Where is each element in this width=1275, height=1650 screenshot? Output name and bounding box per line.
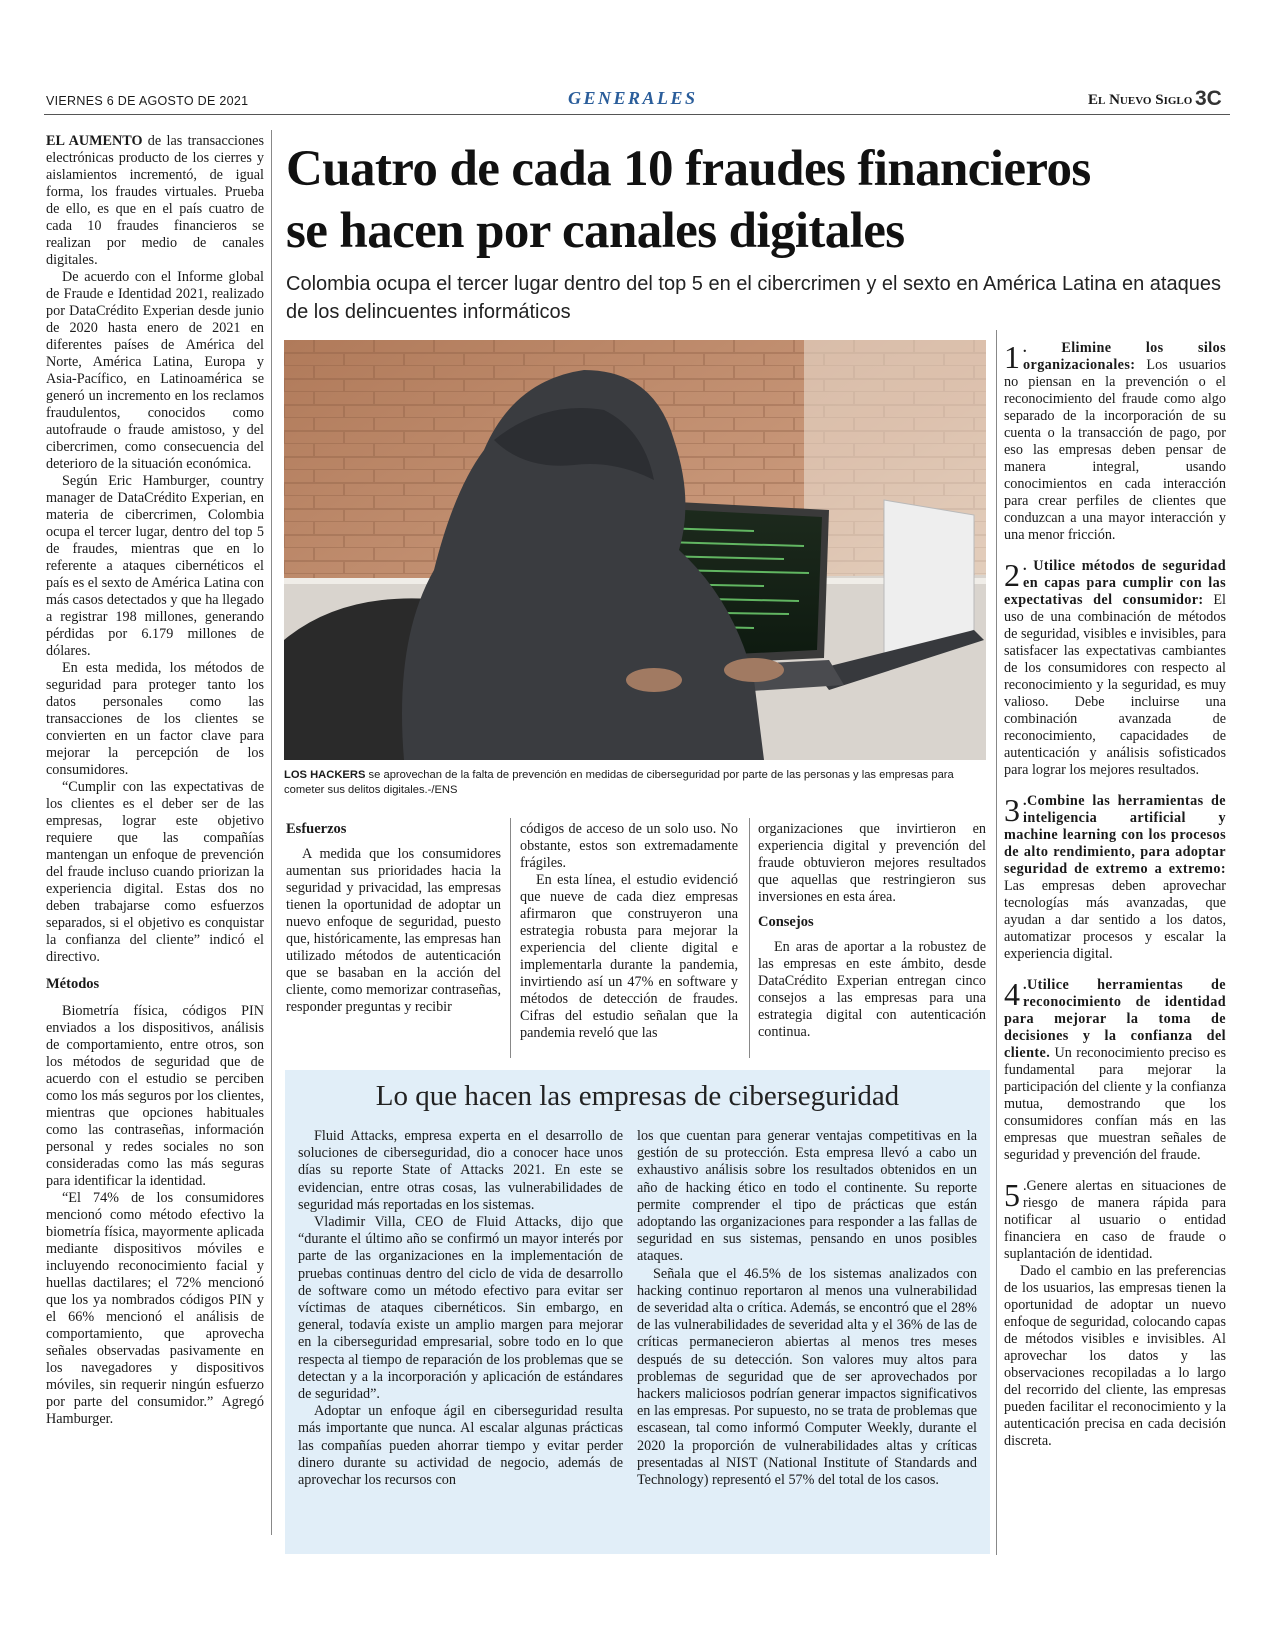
tip-number: 5 (1004, 1177, 1020, 1213)
paragraph: los que cuentan para generar ventajas competitivas en la gestión de su protección. Esta empresa llevó a cabo un exhaustivo análisis sobre los resultados obtenidos en un año de hacking ético en todo el continente. Su reporte permite comprender el tipo de prácticas que están adoptando las organizaciones para responder a las fallas de seguridad en sus sistemas, pensando en unos posibles ataques. (637, 1128, 977, 1265)
tip-3: 3 .Combine las herramientas de inteligencia artificial y machine learning con los procesos de alto rendimiento, para adoptar seguridad de extremo a extremo: Las empresas deben aprovechar tecnologías más avanzadas, que ayudan a dar sentido a los datos, automatizar procesos y escalar la experiencia digital. (1004, 792, 1226, 962)
column-divider (271, 130, 272, 1535)
paragraph: Señala que el 46.5% de los sistemas analizados con hacking continuo reportaron al menos una vulnerabilidad de severidad alta o crítica. Además, se encontró que el 28% de las vulnerabilidades de severidad alta y el 36% de las de críticas permanecieron abiertas al menos tres meses después de su detección. Son valores muy altos para problemas de seguridad que de ser aprovechados por hackers maliciosos podrían generar impactos significativos en las empresas. Por supuesto, no se trata de problemas que escasean, tal como informó Computer Weekly, durante el 2020 la proporción de vulnerabilidades altas y críticas presentadas al NIST (National Institute of Standards and Technology) representó el 57% del total de los casos. (637, 1265, 977, 1489)
tip-1: 1 . Elimine los silos organizacionales: Los usuarios no piensan en la prevención o el reconocimiento del fraude como algo separado de la incorporación de su cuenta o la transacción de pago, por eso las empresas deben pensar de manera integral, usando conocimientos en cada interacción para crear perfiles de clientes que conduzcan a una mayor interacción y una menor fricción. (1004, 339, 1226, 543)
column-divider (749, 818, 750, 1058)
paragraph: códigos de acceso de un solo uso. No obstante, estos son extremadamente frágiles. (520, 821, 738, 871)
tip-2: 2 . Utilice métodos de seguridad en capas para cumplir con las expectativas del consumidor: El uso de una combinación de métodos de seguridad, visibles e invisibles, para satisfacer las expectativas cambiantes de los consumidores con respecto al reconocimiento y la seguridad, es muy valioso. Debe incluirse una combinación avanzada de reconocimiento, capacidades de autenticación y análisis sofisticados para lograr los mejores resultados. (1004, 557, 1226, 778)
column-4 (758, 821, 986, 1041)
tip-4: 4 .Utilice herramientas de reconocimiento de identidad para mejorar la toma de decisiones y la confianza del cliente. Un reconocimiento preciso es fundamental para mejorar la participación del cliente y la confianza mutua, demostrando que los consumidores confían más en las empresas que muestran señales de seguridad y prevención del fraude. (1004, 976, 1226, 1163)
paragraph: A medida que los consumidores aumentan sus prioridades hacia la seguridad y privacidad, las empresas tienen la oportunidad de adoptar un nuevo enfoque de seguridad, puesto que, históricamente, las empresas han utilizado métodos de autenticación que se basaban en la acción del cliente, como memorizar contraseñas, responder preguntas y recibir (286, 846, 501, 1015)
photo-illustration (284, 340, 986, 760)
tip-number: 4 (1004, 976, 1020, 1012)
paragraph: De acuerdo con el Informe global de Fraude e Identidad 2021, realizado por DataCrédito Experian desde junio de 2020 hasta enero de 2021 en diferentes países de América del Norte, América Latina, Europa y Asia-Pacífico, en Latinoamérica se generó un incremento en los reclamos fraudulentos, conocidos como autofraude o fraude amistoso, y del cibercrimen, como consecuencia del deterioro de la situación económica. (46, 269, 264, 472)
column-divider (996, 330, 997, 1555)
box-column-right (637, 1128, 977, 1489)
hacker-photo (284, 340, 986, 760)
header-rule (44, 114, 1230, 115)
paragraph: Fluid Attacks, empresa experta en el desarrollo de soluciones de ciberseguridad, dio a conocer hace unos días su reporte State of Attacks 2021. En este se evidencian, entre otras cosas, las vulnerabilidades de seguridad más reportadas en los sistemas. (298, 1128, 623, 1213)
column-3 (520, 821, 738, 1042)
page-number: 3C (1195, 87, 1222, 110)
column-2 (286, 821, 501, 1016)
tip-5: 5 .Genere alertas en situaciones de riesgo de manera rápida para notificar al usuario o entidad financiera en caso de fraude o suplantación de identidad. (1004, 1177, 1226, 1262)
issue-date: VIERNES 6 DE AGOSTO DE 2021 (46, 94, 249, 108)
paragraph: Biometría física, códigos PIN enviados a los dispositivos, análisis de comportamiento, entre otros, son los métodos de seguridad que de acuerdo con el estudio se perciben como los más seguros por los clientes, mientras que opciones habituales como las contraseñas, información personal y redes sociales no son consideradas como las más seguras para identificar la identidad. (46, 1003, 264, 1189)
headline-line-2: se hacen por canales digitales (286, 203, 905, 259)
column-divider (510, 818, 511, 1058)
subheadline: Colombia ocupa el tercer lugar dentro del top 5 en el cibercrimen y el sexto en América Latina en ataques de los delincuentes informáticos (286, 273, 1221, 323)
paragraph: organizaciones que invirtieron en experiencia digital y prevención del fraude obtuvieron mejores resultados que aquellas que restringieron sus inversiones en esta área. (758, 821, 986, 905)
tip-number: 1 (1004, 339, 1020, 375)
consejos-heading: Consejos (758, 914, 814, 930)
esfuerzos-heading: Esfuerzos (286, 821, 347, 837)
photo-caption: LOS HACKERS se aprovechan de la falta de prevención en medidas de ciberseguridad por parte de las personas y las empresas para cometer sus delitos digitales.-/ENS (284, 769, 954, 796)
caption-keyword: LOS HACKERS (284, 769, 366, 781)
paragraph: En aras de aportar a la robustez de las empresas en este ámbito, desde DataCrédito Experian entregan cinco consejos a las empresas para una estrategia digital con autenticación continua. (758, 939, 986, 1040)
box-column-left (298, 1128, 623, 1489)
lead-paragraph: EL AUMENTO de las transacciones electrónicas producto de los cierres y aislamientos incrementó, de igual forma, los fraudes virtuales. Prueba de ello, es que en el país cuatro de cada 10 fraudes financieros se realizan por medio de canales digitales. (46, 133, 264, 268)
section-name: GENERALES (568, 88, 698, 108)
box-title: Lo que hacen las empresas de ciberseguridad (375, 1080, 900, 1112)
tip-number: 2 (1004, 557, 1020, 593)
headline-line-1: Cuatro de cada 10 fraudes financieros (286, 141, 1091, 197)
tip-number: 3 (1004, 792, 1020, 828)
lead-keyword: EL AUMENTO (46, 133, 143, 149)
closing-paragraph: Dado el cambio en las preferencias de los usuarios, las empresas tienen la oportunidad de adoptar un nuevo enfoque de seguridad, colocando capas de métodos visibles e invisibles. Al aprovechar los datos y las observaciones recopiladas a lo largo del recorrido del cliente, las empresas pueden facilitar el reconocimiento y la autenticación precisa en cada decisión discreta. (1004, 1263, 1226, 1449)
paragraph: En esta medida, los métodos de seguridad para proteger tanto los datos personales como las transacciones de los clientes se convierten en un factor clave para mejorar la percepción de los consumidores. (46, 660, 264, 778)
column-1 (46, 133, 264, 1428)
headline (286, 138, 1226, 262)
paragraph: Adoptar un enfoque ágil en ciberseguridad resulta más importante que nunca. Al escalar algunas prácticas las compañías pueden ahorrar tiempo y evitar perder dinero durante su actividad de negocio, además de aprovechar los recursos con (298, 1403, 623, 1489)
paragraph: Según Eric Hamburger, country manager de DataCrédito Experian, en materia de cibercrimen, Colombia ocupa el tercer lugar, dentro del top 5 de fraudes, mientras que en lo referente a ataques cibernéticos el país es el sexto de América Latina con más casos detectados y que ha llegado a registrar 198 millones, generando pérdidas por 6.179 millones de dólares. (46, 473, 264, 659)
paragraph: “Cumplir con las expectativas de los clientes es el deber ser de las empresas, lograr este objetivo requiere que las compañías mantengan un enfoque de prevención del fraude incluso cuando priorizan la experiencia digital. Estas dos no deben trabajarse como esfuerzos separados, si el objetivo es conquistar la confianza del cliente” indicó el directivo. (46, 779, 264, 965)
newspaper-name: El Nuevo Siglo (1088, 92, 1193, 108)
paragraph: Vladimir Villa, CEO de Fluid Attacks, dijo que “durante el último año se confirmó un mayor interés por parte de las organizaciones en la implementación de pruebas continuas dentro del ciclo de vida de desarrollo de software como un método efectivo para evitar ser víctimas de ataques cibernéticos. Sin embargo, en general, todavía existe un amplio margen para mejorar en la ciberseguridad empresarial, sobre todo en lo que respecta al tiempo de reparación de los problemas que se detectan y a la incorporación y aplicación de estándares de seguridad”. (298, 1214, 623, 1403)
paragraph: En esta línea, el estudio evidenció que nueve de cada diez empresas afirmaron que construyeron una estrategia robusta para mejorar la experiencia del cliente digital e implementarla durante la pandemia, invirtiendo así un 47% en software y métodos de detección de fraudes. Cifras del estudio señalan que la pandemia reveló que las (520, 872, 738, 1041)
tips-column (1004, 340, 1226, 1450)
paragraph: “El 74% de los consumidores mencionó como método efectivo la biometría física, mayormente aplicada mediante dispositivos móviles e incluyendo reconocimiento facial y huellas dactilares; el 72% mencionó que los ya nombrados códigos PIN y el 66% mencionó el análisis de comportamiento, que aprovecha señales observadas pasivamente en los navegadores y dispositivos móviles, sin requerir ningún esfuerzo por parte del consumidor.” Agregó Hamburger. (46, 1190, 264, 1427)
metodos-heading: Métodos (46, 976, 100, 992)
